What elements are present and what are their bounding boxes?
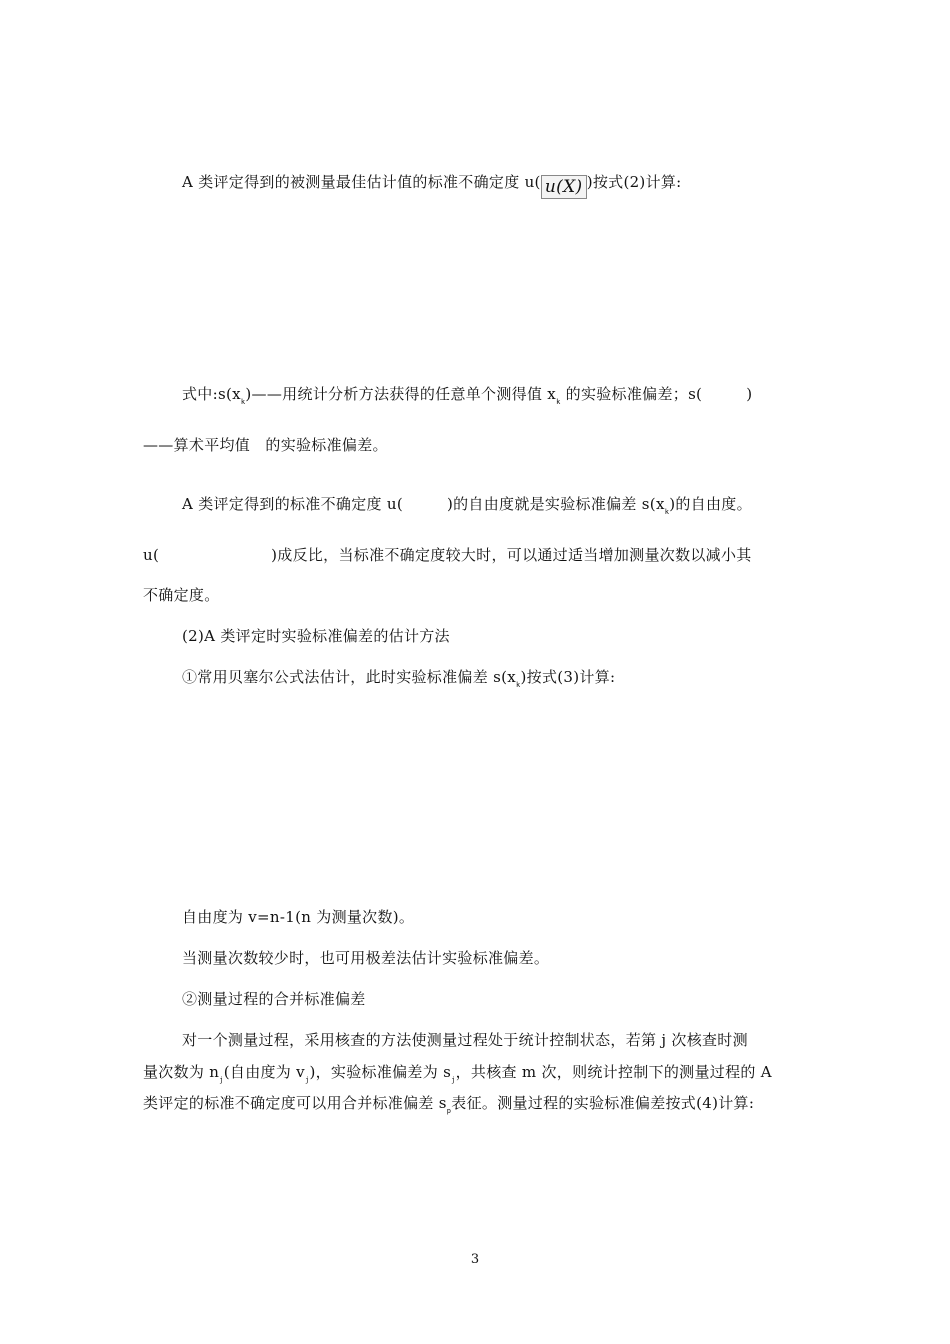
subscript-p: p <box>446 1107 452 1115</box>
para3-line2-a: u( <box>143 546 160 564</box>
para4-line3-b: 表征。测量过程的实验标准偏差按式(4)计算: <box>451 1094 755 1112</box>
para2-line1-c: 的实验标准偏差；s( <box>560 385 703 403</box>
subscript-j: j <box>304 1076 310 1084</box>
para4-line1: 对一个测量过程，采用核查的方法使测量过程处于统计控制状态，若第 j 次核查时测 <box>182 1031 748 1049</box>
range-method-note: 当测量次数较少时，也可用极差法估计实验标准偏差。 <box>182 949 550 967</box>
para3-line1 <box>182 494 752 522</box>
para4-line2 <box>143 1062 772 1090</box>
para4-line2-d: ，共核查 m 次，则统计控制下的测量过程的 A <box>455 1063 772 1081</box>
para2-line1-a: 式中:s(x <box>182 385 241 403</box>
item1-text-b: )按式(3)计算: <box>520 668 616 686</box>
para1-line <box>182 172 682 199</box>
page-number: 3 <box>470 1252 480 1267</box>
para2-line2: ——算术平均值 的实验标准偏差。 <box>143 436 388 454</box>
formula-image-u-x: u(X) <box>541 175 587 199</box>
item2-heading: ②测量过程的合并标准偏差 <box>182 990 366 1008</box>
para4-line3-a: 类评定的标准不确定度可以用合并标准偏差 s <box>143 1094 447 1112</box>
subscript-k: k <box>556 398 561 406</box>
subscript-k: k <box>240 398 246 406</box>
degrees-of-freedom: 自由度为 v=n-1(n 为测量次数)。 <box>182 908 415 926</box>
para2-line1-b: )——用统计分析方法获得的任意单个测得值 x <box>245 385 557 403</box>
subscript-j: j <box>219 1076 224 1084</box>
section-heading-2: (2)A 类评定时实验标准偏差的估计方法 <box>182 627 450 645</box>
para4-line2-a: 量次数为 n <box>143 1063 220 1081</box>
para3-line2-b: )成反比，当标准不确定度较大时，可以通过适当增加测量次数以减小其 <box>271 546 752 564</box>
para2-line1 <box>182 384 752 412</box>
para3-line1-b: )的自由度就是实验标准偏差 s(x <box>446 495 665 513</box>
para4-line2-b: (自由度为 v <box>223 1063 305 1081</box>
para1-text-b: )按式(2)计算: <box>586 173 682 191</box>
item1-text-a: ①常用贝塞尔公式法估计，此时实验标准偏差 s(x <box>182 668 516 686</box>
para4-line3 <box>143 1093 754 1121</box>
item1-line <box>182 667 615 695</box>
para3-line1-c: )的自由度。 <box>669 495 752 513</box>
subscript-k: k <box>664 508 670 516</box>
para3-line1-a: A 类评定得到的标准不确定度 u( <box>182 495 403 513</box>
para3-line3: 不确定度。 <box>143 586 220 604</box>
para4-line2-c: )，实验标准偏差为 s <box>309 1063 452 1081</box>
para1-text-a: A 类评定得到的被测量最佳估计值的标准不确定度 u( <box>182 173 541 191</box>
para3-line2 <box>143 545 752 565</box>
para2-line1-d: ) <box>746 385 753 403</box>
subscript-k: k <box>515 681 521 689</box>
subscript-j: j <box>451 1076 456 1084</box>
